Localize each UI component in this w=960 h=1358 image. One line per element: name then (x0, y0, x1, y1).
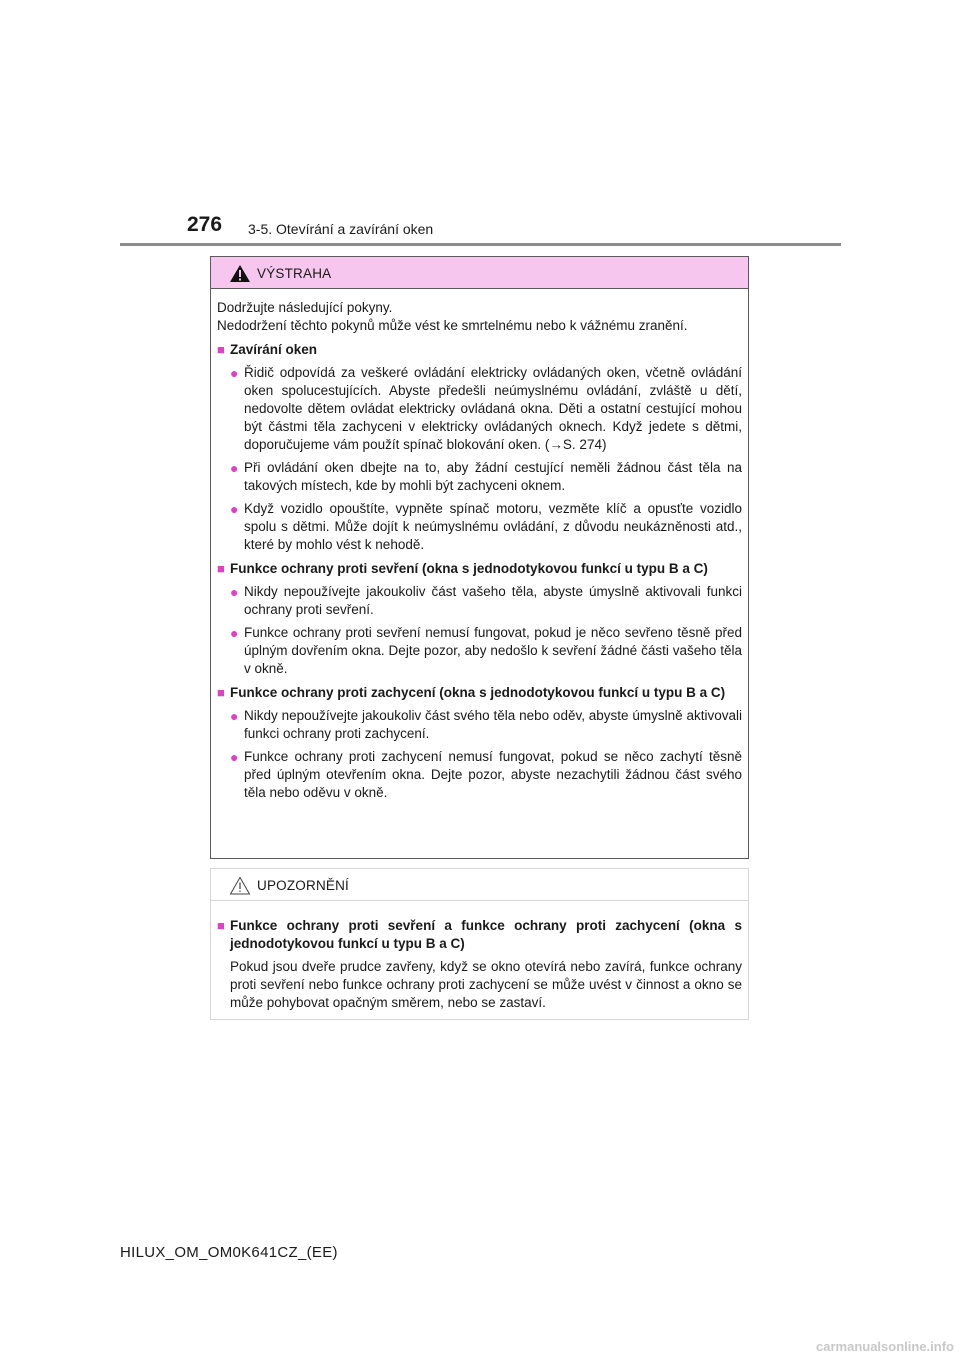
warning-section (217, 341, 742, 359)
document-code: HILUX_OM_OM0K641CZ_(EE) (120, 1244, 338, 1261)
round-bullet-icon: ● (230, 460, 239, 476)
header-divider (120, 243, 841, 246)
list-item-text: Funkce ochrany proti zachycení nemusí fungovat, pokud se něco zachytí těsně před úplným otevřením okna. Dejte pozor, abyste nezachytili žádnou část svého těla nebo oděvu v okně. (244, 749, 742, 800)
section-heading: Zavírání oken (230, 342, 318, 357)
round-bullet-icon: ● (230, 625, 239, 641)
list-item-text: Když vozidlo opouštíte, vypněte spínač motoru, vezměte klíč a opusťte vozidlo spolu s dětmi. Může dojít k neúmyslnému ovládání, z důvodu neukázněnosti atd., které by mohlo vést k nehodě. (244, 501, 742, 552)
round-bullet-icon: ● (230, 501, 239, 517)
watermark: carmanualsonline.info (816, 1339, 954, 1354)
square-bullet-icon: ■ (217, 342, 225, 357)
section-heading: Funkce ochrany proti zachycení (okna s jednodotykovou funkcí u typu B a C) (230, 685, 726, 700)
warning-content (211, 289, 748, 802)
list-item-text: Nikdy nepoužívejte jakoukoliv část svého těla nebo oděv, abyste úmyslně aktivovali funkci ochrany proti zachycení. (244, 708, 742, 741)
list-item (217, 459, 742, 495)
list-item (217, 364, 742, 454)
list-item-text: Funkce ochrany proti sevření nemusí fungovat, pokud je něco sevřeno těsně před úplným dovřením okna. Dejte pozor, aby nedošlo k sevření žádné části vašeho těla v okně. (244, 625, 742, 676)
list-item (217, 707, 742, 743)
list-item (217, 624, 742, 678)
caution-triangle-outline-icon (229, 876, 251, 895)
square-bullet-icon: ■ (217, 685, 225, 700)
list-item-text: Nikdy nepoužívejte jakoukoliv část vašeho těla, abyste úmyslně aktivovali funkci ochrany proti sevření. (244, 584, 742, 617)
list-item (217, 500, 742, 554)
page-number: 276 (187, 213, 223, 236)
section-title: 3-5. Otevírání a zavírání oken (248, 221, 434, 237)
round-bullet-icon: ● (230, 365, 239, 381)
round-bullet-icon: ● (230, 749, 239, 765)
list-item (217, 583, 742, 619)
notice-box (210, 868, 749, 1020)
warning-section (217, 560, 742, 578)
warning-triangle-icon (229, 264, 251, 283)
warning-intro-2: Nedodržení těchto pokynů může vést ke smrtelnému nebo k vážnému zranění. (217, 318, 688, 333)
warning-section (217, 684, 742, 702)
warning-intro-1: Dodržujte následující pokyny. (217, 300, 393, 315)
square-bullet-icon: ■ (217, 561, 225, 576)
round-bullet-icon: ● (230, 708, 239, 724)
list-item-text: Při ovládání oken dbejte na to, aby žádní cestující neměli žádnou část těla na takových místech, kde by mohli být zachyceni oknem. (244, 460, 742, 493)
list-item-text: Řidič odpovídá za veškeré ovládání elektricky ovládaných oken, včetně ovládání oken spolucestujících. Abyste předešli neúmyslnému ovládání, zvláště u dětí, nedovolte dětem ovládat elektricky ovládaná okna. Děti a ostatní cestující mohou být částmi těla zachyceni v elektricky ovládaných oknech. Když jedete s dětmi, doporučujeme vám použít spínač blokování oken. (→S. 274) (244, 365, 742, 452)
warning-header (211, 257, 748, 289)
notice-content (211, 901, 748, 1012)
warning-label: VÝSTRAHA (257, 266, 332, 281)
section-heading: Funkce ochrany proti sevření a funkce ochrany proti zachycení (okna s jednodotykovou funkcí u typu B a C) (230, 918, 742, 951)
notice-section (217, 917, 742, 953)
warning-box (210, 256, 749, 859)
notice-header (211, 869, 748, 901)
notice-body-text: Pokud jsou dveře prudce zavřeny, když se okno otevírá nebo zavírá, funkce ochrany proti sevření nebo funkce ochrany proti zachycení se může uvést v činnost a okno se může pohybovat opačným směrem, nebo se zastaví. (230, 959, 742, 1010)
notice-label: UPOZORNĚNÍ (257, 878, 350, 893)
list-item (217, 748, 742, 802)
round-bullet-icon: ● (230, 584, 239, 600)
section-heading: Funkce ochrany proti sevření (okna s jednodotykovou funkcí u typu B a C) (230, 561, 708, 576)
square-bullet-icon: ■ (217, 918, 225, 933)
